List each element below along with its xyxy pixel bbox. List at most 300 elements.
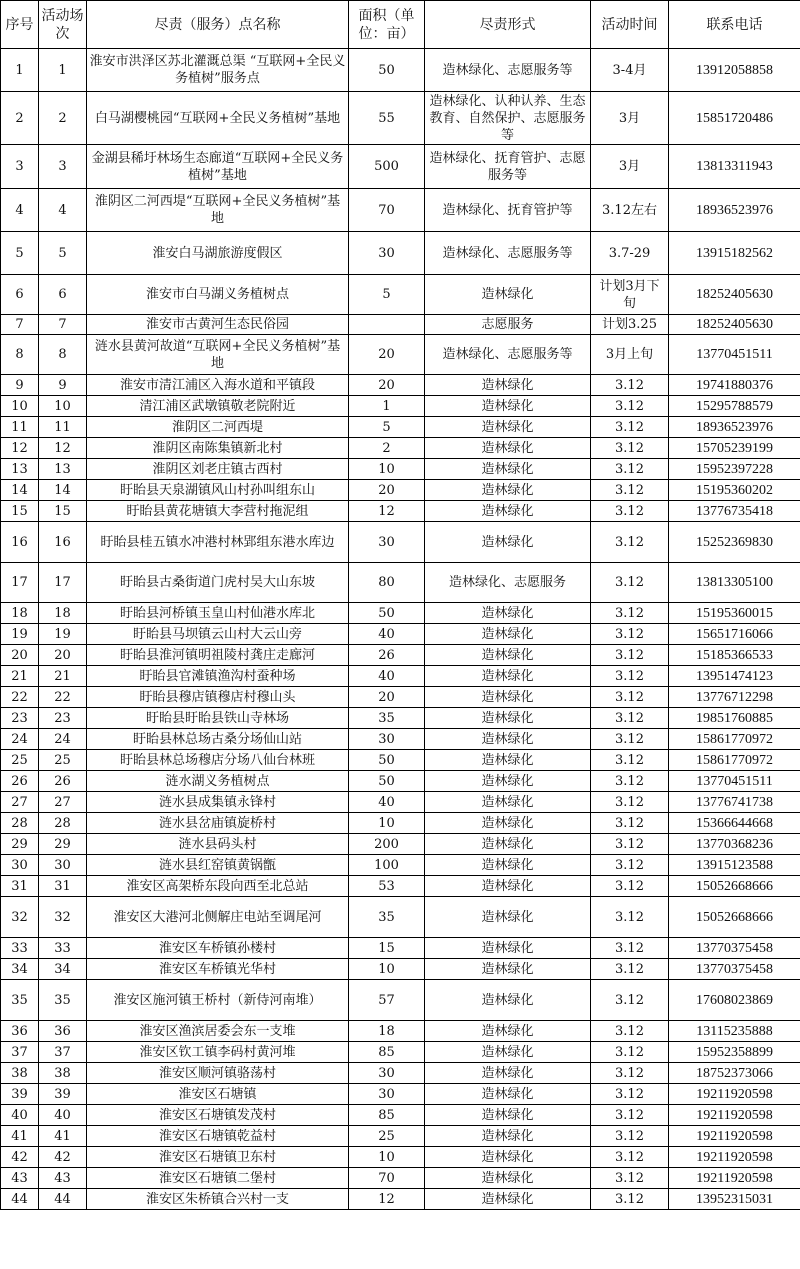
row-number: 21 (1, 666, 39, 687)
row-number: 25 (1, 750, 39, 771)
table-row (1, 315, 800, 335)
site-name: 淮安区大港河北侧解庄电站至调尾河 (87, 897, 349, 938)
area-value: 30 (349, 522, 425, 563)
site-name: 淮安白马湖旅游度假区 (87, 232, 349, 275)
activity-time: 3.12 (591, 897, 669, 938)
table-row (1, 145, 800, 189)
duty-form: 造林绿化 (425, 1126, 591, 1147)
contact-phone: 13813311943 (669, 145, 800, 189)
session-number: 9 (39, 375, 87, 396)
site-name: 淮安市白马湖义务植树点 (87, 275, 349, 315)
session-number: 31 (39, 876, 87, 897)
activity-time: 3.12 (591, 980, 669, 1021)
duty-form: 造林绿化 (425, 624, 591, 645)
site-name: 盱眙县官滩镇渔沟村蚕种场 (87, 666, 349, 687)
row-number: 23 (1, 708, 39, 729)
site-name: 盱眙县盱眙县铁山寺林场 (87, 708, 349, 729)
session-number: 42 (39, 1147, 87, 1168)
site-name: 淮安区石塘镇卫东村 (87, 1147, 349, 1168)
duty-form: 造林绿化 (425, 980, 591, 1021)
site-name: 盱眙县河桥镇玉皇山村仙港水库北 (87, 603, 349, 624)
activity-time: 3.12 (591, 522, 669, 563)
row-number: 29 (1, 834, 39, 855)
header-phone: 联系电话 (669, 1, 800, 49)
activity-time: 3.12 (591, 1189, 669, 1210)
row-number: 15 (1, 501, 39, 522)
area-value: 30 (349, 232, 425, 275)
duty-form: 造林绿化、志愿服务等 (425, 49, 591, 92)
contact-phone: 15052668666 (669, 897, 800, 938)
header-location: 尽责（服务）点名称 (87, 1, 349, 49)
table-row (1, 876, 800, 897)
contact-phone: 15295788579 (669, 396, 800, 417)
activity-time: 3.12 (591, 666, 669, 687)
activity-time: 3.12 (591, 1063, 669, 1084)
site-name: 淮安区车桥镇孙楼村 (87, 938, 349, 959)
duty-form: 造林绿化、抚育管护、志愿服务等 (425, 145, 591, 189)
table-row (1, 232, 800, 275)
activity-time: 3.12 (591, 1021, 669, 1042)
duty-form: 造林绿化 (425, 375, 591, 396)
activity-time: 3-4月 (591, 49, 669, 92)
session-number: 43 (39, 1168, 87, 1189)
table-row (1, 275, 800, 315)
activity-time: 3.12 (591, 501, 669, 522)
area-value: 2 (349, 438, 425, 459)
duty-form: 造林绿化 (425, 522, 591, 563)
area-value: 55 (349, 92, 425, 145)
activity-time: 3.12 (591, 876, 669, 897)
area-value: 30 (349, 1063, 425, 1084)
area-value: 85 (349, 1105, 425, 1126)
session-number: 36 (39, 1021, 87, 1042)
session-number: 34 (39, 959, 87, 980)
contact-phone: 19211920598 (669, 1147, 800, 1168)
row-number: 12 (1, 438, 39, 459)
table-row (1, 335, 800, 375)
activity-time: 3.12 (591, 480, 669, 501)
site-name: 盱眙县淮河镇明祖陵村龚庄走廊河 (87, 645, 349, 666)
table-row (1, 792, 800, 813)
area-value: 40 (349, 666, 425, 687)
table-row (1, 1063, 800, 1084)
row-number: 34 (1, 959, 39, 980)
table-row (1, 189, 800, 232)
session-number: 21 (39, 666, 87, 687)
duty-form: 造林绿化、志愿服务 (425, 563, 591, 603)
site-name: 淮安区渔滨居委会东一支堆 (87, 1021, 349, 1042)
row-number: 19 (1, 624, 39, 645)
session-number: 11 (39, 417, 87, 438)
contact-phone: 13776712298 (669, 687, 800, 708)
site-name: 涟水县黄河故道“互联网+全民义务植树”基地 (87, 335, 349, 375)
activity-time: 3.12 (591, 750, 669, 771)
site-name: 淮安区石塘镇 (87, 1084, 349, 1105)
row-number: 7 (1, 315, 39, 335)
site-name: 淮阴区南陈集镇新北村 (87, 438, 349, 459)
table-row (1, 708, 800, 729)
contact-phone: 13115235888 (669, 1021, 800, 1042)
activity-time: 3.12 (591, 729, 669, 750)
area-value: 18 (349, 1021, 425, 1042)
row-number: 42 (1, 1147, 39, 1168)
row-number: 22 (1, 687, 39, 708)
activity-time: 3.12 (591, 1084, 669, 1105)
duty-form: 造林绿化 (425, 938, 591, 959)
activity-time: 3.12 (591, 417, 669, 438)
duty-form: 志愿服务 (425, 315, 591, 335)
session-number: 32 (39, 897, 87, 938)
activity-time: 3.12 (591, 1168, 669, 1189)
row-number: 2 (1, 92, 39, 145)
duty-form: 造林绿化 (425, 645, 591, 666)
session-number: 10 (39, 396, 87, 417)
site-name: 淮安区顺河镇骆荡村 (87, 1063, 349, 1084)
activity-time: 3.12 (591, 375, 669, 396)
area-value: 50 (349, 49, 425, 92)
table-row (1, 375, 800, 396)
session-number: 5 (39, 232, 87, 275)
session-number: 7 (39, 315, 87, 335)
row-number: 11 (1, 417, 39, 438)
table-row (1, 1189, 800, 1210)
site-name: 盱眙县马坝镇云山村大云山旁 (87, 624, 349, 645)
area-value: 30 (349, 1084, 425, 1105)
contact-phone: 13951474123 (669, 666, 800, 687)
activity-time: 3.12 (591, 603, 669, 624)
site-name: 淮安区钦工镇李码村黄河堆 (87, 1042, 349, 1063)
row-number: 35 (1, 980, 39, 1021)
contact-phone: 13776735418 (669, 501, 800, 522)
area-value: 5 (349, 417, 425, 438)
table-row (1, 938, 800, 959)
table-row (1, 687, 800, 708)
duty-form: 造林绿化 (425, 438, 591, 459)
area-value: 85 (349, 1042, 425, 1063)
row-number: 3 (1, 145, 39, 189)
activity-time: 3.12 (591, 438, 669, 459)
session-number: 40 (39, 1105, 87, 1126)
table-row (1, 480, 800, 501)
contact-phone: 15252369830 (669, 522, 800, 563)
duty-form: 造林绿化 (425, 729, 591, 750)
contact-phone: 19211920598 (669, 1126, 800, 1147)
contact-phone: 18936523976 (669, 189, 800, 232)
area-value: 70 (349, 1168, 425, 1189)
table-row (1, 438, 800, 459)
contact-phone: 13770451511 (669, 335, 800, 375)
session-number: 39 (39, 1084, 87, 1105)
duty-form: 造林绿化 (425, 687, 591, 708)
contact-phone: 15861770972 (669, 729, 800, 750)
duty-form: 造林绿化 (425, 1063, 591, 1084)
area-value: 15 (349, 938, 425, 959)
session-number: 17 (39, 563, 87, 603)
row-number: 24 (1, 729, 39, 750)
duty-form: 造林绿化 (425, 417, 591, 438)
contact-phone: 13915123588 (669, 855, 800, 876)
row-number: 6 (1, 275, 39, 315)
site-name: 淮阴区二河西堤“互联网+全民义务植树”基地 (87, 189, 349, 232)
session-number: 1 (39, 49, 87, 92)
row-number: 9 (1, 375, 39, 396)
session-number: 14 (39, 480, 87, 501)
contact-phone: 13770451511 (669, 771, 800, 792)
session-number: 18 (39, 603, 87, 624)
row-number: 32 (1, 897, 39, 938)
row-number: 41 (1, 1126, 39, 1147)
table-row (1, 1105, 800, 1126)
duty-form: 造林绿化 (425, 1105, 591, 1126)
table-row (1, 834, 800, 855)
table-row (1, 666, 800, 687)
session-number: 33 (39, 938, 87, 959)
duty-form: 造林绿化 (425, 771, 591, 792)
site-name: 淮阴区刘老庄镇古西村 (87, 459, 349, 480)
area-value: 20 (349, 375, 425, 396)
session-number: 12 (39, 438, 87, 459)
activity-time: 3.12 (591, 1042, 669, 1063)
site-name: 淮安市清江浦区入海水道和平镇段 (87, 375, 349, 396)
site-name: 涟水县红窑镇黄锅甑 (87, 855, 349, 876)
activity-time: 3.12 (591, 624, 669, 645)
site-name: 涟水县码头村 (87, 834, 349, 855)
table-body (1, 49, 800, 1210)
session-number: 38 (39, 1063, 87, 1084)
session-number: 24 (39, 729, 87, 750)
area-value: 500 (349, 145, 425, 189)
row-number: 10 (1, 396, 39, 417)
table-row (1, 1126, 800, 1147)
contact-phone: 18752373066 (669, 1063, 800, 1084)
activity-time: 3.12 (591, 959, 669, 980)
table-row (1, 563, 800, 603)
session-number: 8 (39, 335, 87, 375)
activity-time: 3.12 (591, 1105, 669, 1126)
activity-time: 3.12 (591, 645, 669, 666)
area-value: 50 (349, 603, 425, 624)
site-name: 盱眙县林总场古桑分场仙山站 (87, 729, 349, 750)
duty-form: 造林绿化 (425, 1147, 591, 1168)
session-number: 3 (39, 145, 87, 189)
area-value: 35 (349, 897, 425, 938)
contact-phone: 18252405630 (669, 315, 800, 335)
activity-time: 3.12 (591, 813, 669, 834)
row-number: 28 (1, 813, 39, 834)
session-number: 19 (39, 624, 87, 645)
duty-form: 造林绿化 (425, 1168, 591, 1189)
area-value: 80 (349, 563, 425, 603)
table-row (1, 49, 800, 92)
contact-phone: 19741880376 (669, 375, 800, 396)
area-value: 12 (349, 501, 425, 522)
session-number: 13 (39, 459, 87, 480)
table-row (1, 771, 800, 792)
area-value: 30 (349, 729, 425, 750)
activity-time: 3月 (591, 145, 669, 189)
site-name: 盱眙县古桑街道门虎村吴大山东坡 (87, 563, 349, 603)
site-name: 清江浦区武墩镇敬老院附近 (87, 396, 349, 417)
area-value: 57 (349, 980, 425, 1021)
contact-phone: 13770375458 (669, 959, 800, 980)
duty-form: 造林绿化 (425, 1189, 591, 1210)
duty-form: 造林绿化 (425, 1084, 591, 1105)
row-number: 16 (1, 522, 39, 563)
duty-form: 造林绿化 (425, 750, 591, 771)
activity-time: 3.12 (591, 708, 669, 729)
session-number: 4 (39, 189, 87, 232)
site-name: 淮阴区二河西堤 (87, 417, 349, 438)
table-row (1, 624, 800, 645)
duty-form: 造林绿化 (425, 708, 591, 729)
row-number: 20 (1, 645, 39, 666)
session-number: 20 (39, 645, 87, 666)
table-row (1, 1147, 800, 1168)
area-value: 40 (349, 792, 425, 813)
row-number: 26 (1, 771, 39, 792)
contact-phone: 15366644668 (669, 813, 800, 834)
row-number: 39 (1, 1084, 39, 1105)
activity-time: 3.12 (591, 1126, 669, 1147)
site-name: 涟水县岔庙镇旋桥村 (87, 813, 349, 834)
row-number: 27 (1, 792, 39, 813)
duty-form: 造林绿化、认种认养、生态教育、自然保护、志愿服务等 (425, 92, 591, 145)
row-number: 33 (1, 938, 39, 959)
session-number: 29 (39, 834, 87, 855)
contact-phone: 13776741738 (669, 792, 800, 813)
contact-phone: 15052668666 (669, 876, 800, 897)
contact-phone: 15952397228 (669, 459, 800, 480)
site-name: 淮安区石塘镇二堡村 (87, 1168, 349, 1189)
duty-form: 造林绿化 (425, 792, 591, 813)
duty-form: 造林绿化 (425, 501, 591, 522)
activity-time: 3.12 (591, 792, 669, 813)
area-value: 70 (349, 189, 425, 232)
duty-form: 造林绿化 (425, 275, 591, 315)
area-value: 1 (349, 396, 425, 417)
duty-form: 造林绿化 (425, 459, 591, 480)
contact-phone: 15195360202 (669, 480, 800, 501)
site-name: 盱眙县黄花塘镇大李营村拖泥组 (87, 501, 349, 522)
table-row (1, 459, 800, 480)
contact-phone: 15185366533 (669, 645, 800, 666)
duty-form: 造林绿化 (425, 897, 591, 938)
contact-phone: 15195360015 (669, 603, 800, 624)
session-number: 37 (39, 1042, 87, 1063)
session-number: 2 (39, 92, 87, 145)
duty-form: 造林绿化、志愿服务等 (425, 232, 591, 275)
contact-phone: 15705239199 (669, 438, 800, 459)
contact-phone: 18936523976 (669, 417, 800, 438)
row-number: 36 (1, 1021, 39, 1042)
contact-phone: 13813305100 (669, 563, 800, 603)
area-value: 40 (349, 624, 425, 645)
header-form: 尽责形式 (425, 1, 591, 49)
table-row (1, 1084, 800, 1105)
duty-form: 造林绿化 (425, 1021, 591, 1042)
area-value: 20 (349, 335, 425, 375)
duty-form: 造林绿化 (425, 855, 591, 876)
row-number: 5 (1, 232, 39, 275)
contact-phone: 13915182562 (669, 232, 800, 275)
session-number: 6 (39, 275, 87, 315)
activity-time: 3月上旬 (591, 335, 669, 375)
contact-phone: 15651716066 (669, 624, 800, 645)
row-number: 43 (1, 1168, 39, 1189)
table-row (1, 417, 800, 438)
activity-time: 3.12左右 (591, 189, 669, 232)
contact-phone: 19211920598 (669, 1084, 800, 1105)
site-name: 淮安区朱桥镇合兴村一支 (87, 1189, 349, 1210)
table-row (1, 603, 800, 624)
session-number: 26 (39, 771, 87, 792)
activity-time: 3.7-29 (591, 232, 669, 275)
site-name: 金湖县稀圩林场生态廊道“互联网+全民义务植树”基地 (87, 145, 349, 189)
site-name: 淮安区车桥镇光华村 (87, 959, 349, 980)
table-row (1, 1021, 800, 1042)
site-name: 淮安区石塘镇乾益村 (87, 1126, 349, 1147)
row-number: 30 (1, 855, 39, 876)
site-name: 淮安区石塘镇发茂村 (87, 1105, 349, 1126)
contact-phone: 15861770972 (669, 750, 800, 771)
row-number: 38 (1, 1063, 39, 1084)
activity-time: 3.12 (591, 396, 669, 417)
duty-form: 造林绿化、抚育管护等 (425, 189, 591, 232)
table-row (1, 396, 800, 417)
duty-form: 造林绿化 (425, 396, 591, 417)
area-value: 5 (349, 275, 425, 315)
activity-time: 3月 (591, 92, 669, 145)
activity-time: 3.12 (591, 771, 669, 792)
site-name: 淮安市洪泽区苏北灌溉总渠 “互联网+全民义务植树”服务点 (87, 49, 349, 92)
area-value: 26 (349, 645, 425, 666)
contact-phone: 15952358899 (669, 1042, 800, 1063)
duty-form: 造林绿化 (425, 876, 591, 897)
table-row (1, 501, 800, 522)
row-number: 4 (1, 189, 39, 232)
header-area: 面积（单位：亩） (349, 1, 425, 49)
table-row (1, 729, 800, 750)
area-value: 100 (349, 855, 425, 876)
session-number: 22 (39, 687, 87, 708)
table-row (1, 897, 800, 938)
table-row (1, 855, 800, 876)
duty-form: 造林绿化 (425, 1042, 591, 1063)
site-name: 盱眙县桂五镇水冲港村林郢组东港水库边 (87, 522, 349, 563)
area-value: 20 (349, 687, 425, 708)
area-value: 20 (349, 480, 425, 501)
row-number: 18 (1, 603, 39, 624)
activity-time: 3.12 (591, 834, 669, 855)
area-value: 35 (349, 708, 425, 729)
duty-form: 造林绿化 (425, 813, 591, 834)
row-number: 40 (1, 1105, 39, 1126)
duty-form: 造林绿化 (425, 666, 591, 687)
header-row (1, 1, 800, 49)
session-number: 44 (39, 1189, 87, 1210)
session-number: 16 (39, 522, 87, 563)
site-name: 白马湖樱桃园“互联网+全民义务植树”基地 (87, 92, 349, 145)
session-number: 23 (39, 708, 87, 729)
row-number: 8 (1, 335, 39, 375)
activity-time: 3.12 (591, 459, 669, 480)
activity-time: 3.12 (591, 938, 669, 959)
site-name: 涟水湖义务植树点 (87, 771, 349, 792)
area-value: 50 (349, 750, 425, 771)
table-row (1, 1168, 800, 1189)
duty-form: 造林绿化 (425, 603, 591, 624)
area-value: 50 (349, 771, 425, 792)
